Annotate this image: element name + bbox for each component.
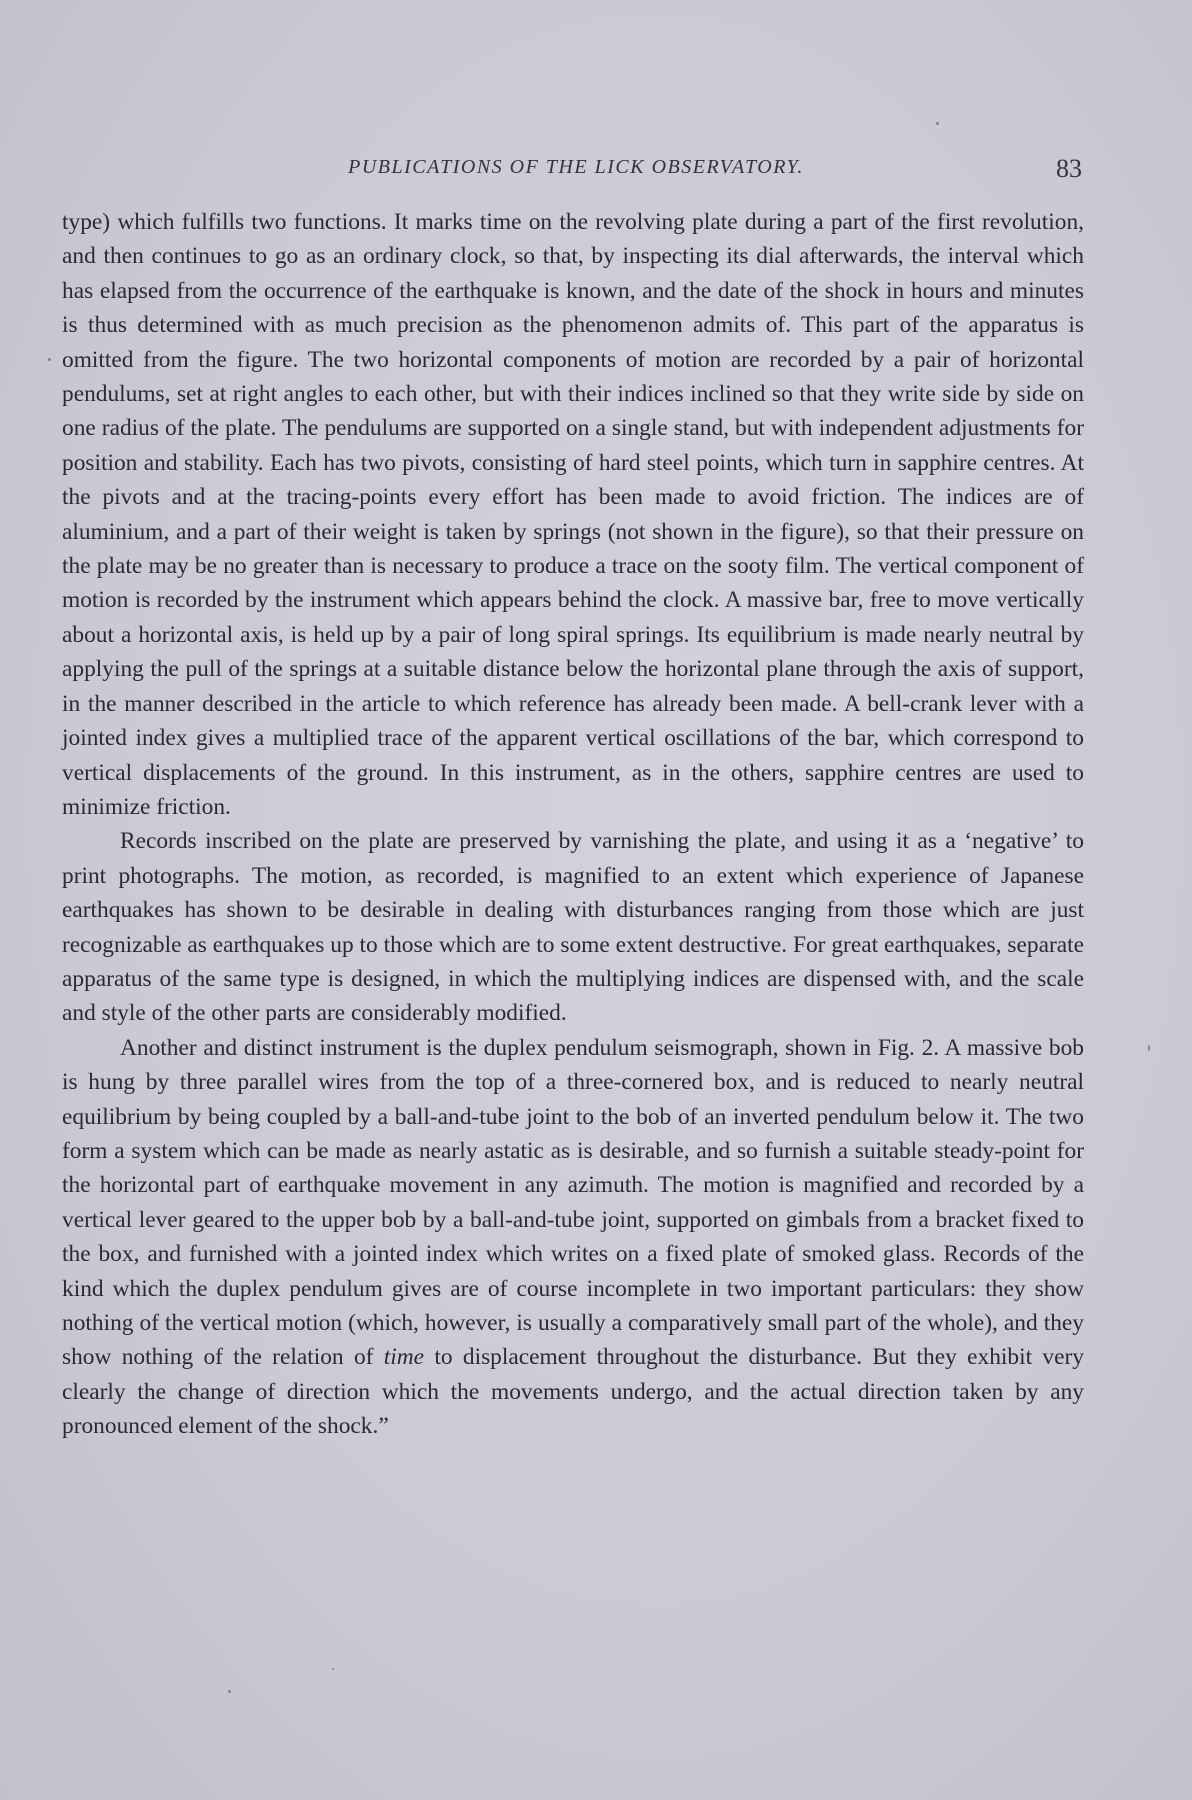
scan-speck	[48, 358, 51, 361]
paragraph-2: Records inscribed on the plate are preserved by varnishing the plate, and using it as a ‘negative’ to print photographs. The motion, as recorded, is magnified to an extent which experience of Japanese earthquakes has shown to be desirable in dealing with disturbances ranging from those which are just recognizable as earthquakes up to those which are to some extent destructive. For great earthquakes, separate apparatus of the same type is designed, in which the multiplying indices are dispensed with, and the scale and style of the other parts are considerably modified.	[62, 828, 1084, 1027]
scan-speck	[332, 1668, 334, 1670]
paragraph-3	[62, 1031, 1084, 1444]
paragraph-3-text-before: Another and distinct instrument is the duplex pendulum seismograph, shown in Fig. 2. A massive bob is hung by three parallel wires from the top of a three-cornered box, and is reduced to nearly neutral equilibrium by being coupled by a ball-and-tube joint to the bob of an inverted pendulum below it. The two form a system which can be made as nearly astatic as is desirable, and so furnish a suitable steady-point for the horizontal part of earthquake movement in any azimuth. The motion is magnified and recorded by a vertical lever geared to the upper bob by a ball-and-tube joint, supported on gimbals from a bracket fixed to the box, and furnished with a jointed index which writes on a fixed plate of smoked glass. Records of the kind which the duplex pendulum gives are of course incomplete in two important particulars: they show nothing of the vertical motion (which, however, is usually a comparatively small part of the whole), and they show nothing of the relation of	[62, 1034, 1084, 1371]
paragraph-3-text-after: to displacement throughout the disturbance. But they exhibit very clearly the change of direction which the movements undergo, and the actual direction taken by any pronounced element of the shock.”	[62, 1344, 1084, 1440]
paragraph-1: type) which fulfills two functions. It marks time on the revolving plate during a part of the first revolution, and then continues to go as an ordinary clock, so that, by inspecting its dial afterwards, the interval which has elapsed from the occurrence of the earthquake is known, and the date of the shock in hours and minutes is thus determined with as much precision as the phenomenon admits of. This part of the apparatus is omitted from the figure. The two horizontal components of motion are recorded by a pair of horizontal pendulums, set at right angles to each other, but with their indices inclined so that they write side by side on one radius of the plate. The pendulums are supported on a single stand, but with independent adjustments for position and stability. Each has two pivots, consisting of hard steel points, which turn in sapphire centres. At the pivots and at the tracing-points every effort has been made to avoid friction. The indices are of aluminium, and a part of their weight is taken by springs (not shown in the figure), so that their pressure on the plate may be no greater than is necessary to produce a trace on the sooty film. The vertical component of motion is recorded by the instrument which appears behind the clock. A massive bar, free to move vertically about a horizontal axis, is held up by a pair of long spiral springs. Its equilibrium is made nearly neutral by applying the pull of the springs at a suitable distance below the horizontal plane through the axis of support, in the manner described in the article to which reference has already been made. A bell-crank lever with a jointed index gives a multiplied trace of the apparent vertical oscillations of the bar, which correspond to vertical displacements of the ground. In this instrument, as in the others, sapphire centres are used to minimize friction.	[62, 209, 1084, 820]
body-text	[62, 205, 1084, 1444]
scan-speck	[936, 122, 939, 125]
scan-speck	[1148, 1045, 1150, 1051]
page-number: 83	[1056, 154, 1082, 183]
page-header	[70, 150, 1082, 186]
emphasis-time: time	[383, 1344, 425, 1371]
scan-speck	[228, 1690, 231, 1693]
running-title: PUBLICATIONS OF THE LICK OBSERVATORY.	[348, 156, 804, 178]
